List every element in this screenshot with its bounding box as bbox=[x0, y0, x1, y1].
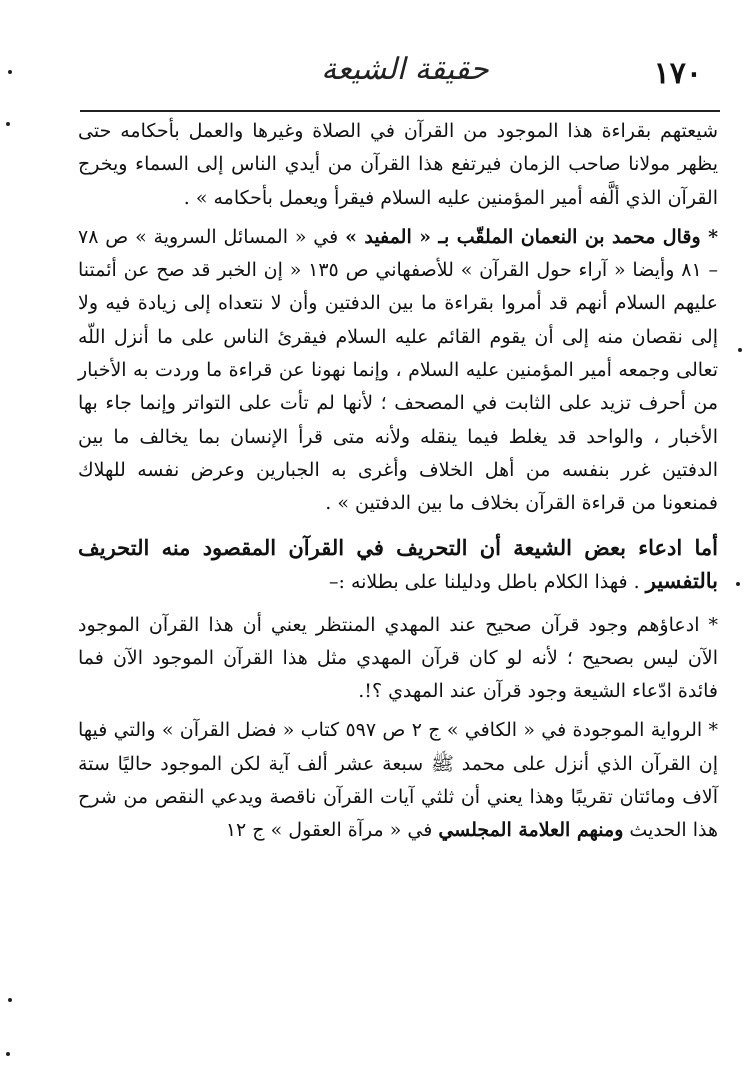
paragraph-lead: * وقال محمد بن النعمان الملقّب بـ « المفيد » bbox=[345, 225, 719, 248]
paragraph-body: في « المسائل السروية » ص ٧٨ – ٨١ وأيضا « آراء حول القرآن » للأصفهاني ص ١٣٥ « إن الخبر قد صح عن أئمتنا عليهم السلام أنهم قد أمروا بقراءة ما بين الدفتين وأن لا نتعداه إلى زيادة فيه ولا إلى نقصان منه إلى أن يقوم القائم عليه السلام فيقرئ الناس على ما أنزل اللّه تعالى وجمعه أمير المؤمنين عليه السلام ، وإنما نهونا عن قراءة ما وردت به الأخبار من أحرف تزيد على الثابت في المصحف ؛ لأنها لم تأت على التواتر وإنما جاء بها الأخبار ، والواحد قد يغلط فيما ينقله ولأنه متى قرأ الإنسان بما يخالف ما بين الدفتين غرر بنفسه من أهل الخلاف وأغرى به الجبارين وعرض نفسه للهلاك فمنعونا من قراءة القرآن بخلاف ما بين الدفتين » . bbox=[78, 225, 719, 515]
section-claim-body: . فهذا الكلام باطل ودليلنا على بطلانه :– bbox=[329, 570, 646, 593]
section-claim-heading: أما ادعاء بعض الشيعة أن التحريف في القرآن المقصود منه التحريف بالتفسير bbox=[78, 534, 718, 593]
scan-speck bbox=[736, 582, 740, 586]
page-header bbox=[80, 48, 720, 108]
scan-speck bbox=[738, 348, 742, 352]
scan-speck bbox=[8, 70, 12, 74]
paragraph-kafi-bold: ومنهم العلامة المجلسي bbox=[438, 819, 624, 842]
paragraph-kafi-lead: * الرواية الموجودة في « الكافي » ج ٢ ص ٥٩٧ كتاب « فضل القرآن » والتي فيها إن القرآن الذي أنزل على محمد ﷺ سبعة عشر ألف آية لكن الموجود حاليًا ستة آلاف ومائتان تقريبًا وهذا يعني أن ثلثي آيات القرآن ناقصة ويدعي النقص من شرح هذا الحديث bbox=[78, 719, 718, 842]
page-number: ١٧٠ bbox=[653, 56, 702, 91]
body-text bbox=[78, 115, 718, 848]
paragraph-mufid-quote bbox=[78, 221, 718, 521]
scan-speck bbox=[6, 122, 10, 126]
paragraph-kafi-tail: في « مرآة العقول » ج ١٢ bbox=[225, 819, 439, 842]
running-title: حقيقة الشيعة bbox=[321, 52, 489, 87]
paragraph-continuation: شيعتهم بقراءة هذا الموجود من القرآن في الصلاة وغيرها والعمل بأحكامه حتى يظهر مولانا صاحب الزمان فيرتفع هذا القرآن من أيدي الناس إلى السماء ويخرج القرآن الذي ألَّفه أمير المؤمنين عليه السلام فيقرأ ويعمل بأحكامه » . bbox=[78, 120, 718, 209]
header-rule bbox=[80, 110, 720, 112]
scan-speck bbox=[8, 998, 12, 1002]
paragraph-mahdi-argument: * ادعاؤهم وجود قرآن صحيح عند المهدي المنتظر يعني أن هذا القرآن الموجود الآن ليس بصحيح ؛ لأنه لو كان قرآن المهدي مثل هذا القرآن الموجود الآن فما فائدة ادّعاء الشيعة وجود قرآن عند المهدي ؟!. bbox=[78, 613, 718, 703]
scan-speck bbox=[6, 1052, 10, 1056]
section-claim bbox=[78, 531, 718, 599]
paragraph-kafi-narration bbox=[78, 714, 718, 847]
